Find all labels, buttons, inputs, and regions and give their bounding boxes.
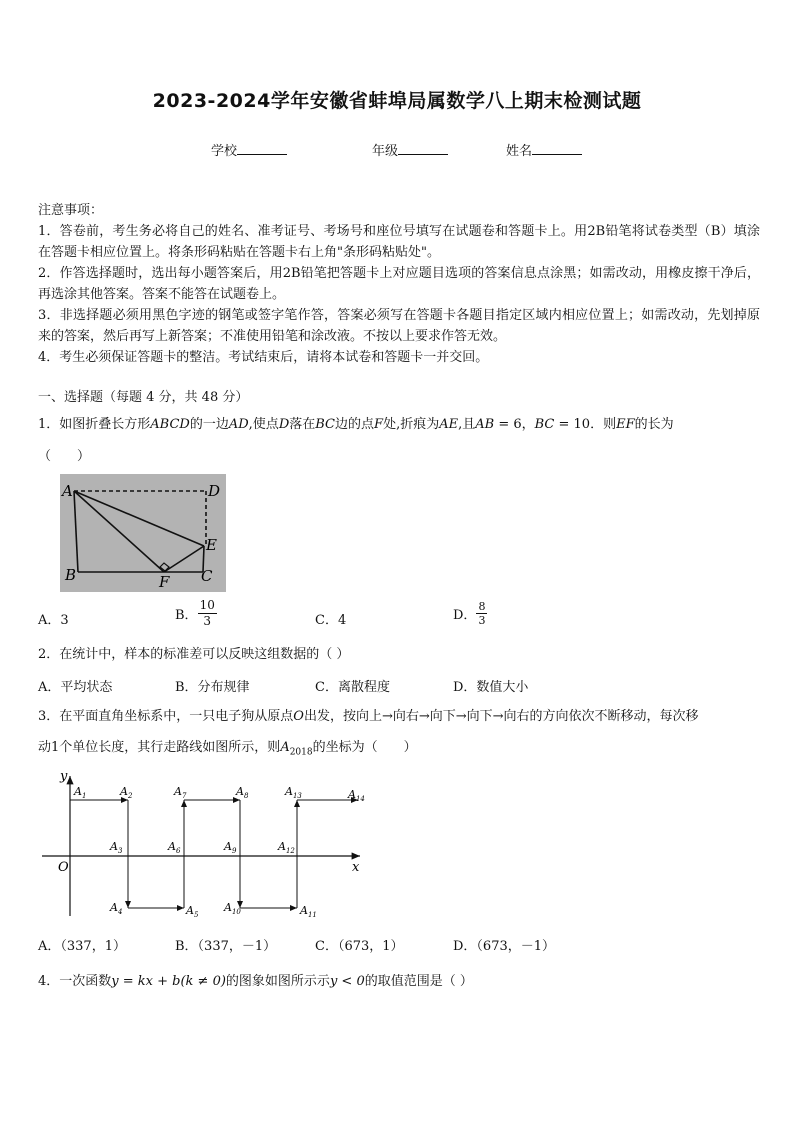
option-a[interactable]: A．（337，1） (38, 939, 126, 954)
point-a10: $A_{10}$ (224, 901, 241, 916)
point-a11: $A_{11}$ (300, 904, 317, 919)
grade-label: 年级 (372, 144, 399, 159)
point-a5: $A_5$ (186, 904, 199, 919)
section-heading: 一、选择题（每题 4 分，共 48 分） (38, 390, 249, 405)
option-c[interactable]: C．（673，1） (315, 939, 404, 954)
fraction: $\frac{8}{3}$ (478, 600, 486, 627)
note-item: 3．非选择题必须用黑色字迹的钢笔或签字笔作答，答案必须写在答题卡各题目指定区域内相应位置上；如需改动，先划掉原来的答案，然后再写上新答案；不准使用铅笔和涂改液。不按以上要求作答无效。 (38, 308, 760, 344)
question-2-stem: 2．在统计中，样本的标准差可以反映这组数据的（ ） (38, 647, 350, 662)
condition: y < 0 (329, 974, 365, 989)
axis-x-label: x (352, 860, 360, 875)
label-b: B (65, 566, 77, 584)
question-1-figure (60, 474, 226, 592)
option-d[interactable]: D． $\frac{8}{3}$ (453, 600, 486, 627)
option-d[interactable]: D．数值大小 (453, 680, 529, 695)
notes-block (38, 200, 760, 368)
label-c: C (201, 567, 213, 585)
school-field[interactable] (211, 140, 287, 159)
question-4-stem: 4．一次函数y = kx + b(k ≠ 0)的图象如图所示示y < 0的取值范围是（ ） (38, 974, 473, 989)
option-b[interactable]: B．（337，－1） (175, 939, 277, 954)
option-b[interactable]: B．分布规律 (175, 680, 250, 695)
folded-rectangle-diagram (60, 474, 226, 592)
point-a7: $A_7$ (174, 785, 187, 800)
grade-blank[interactable] (398, 142, 448, 155)
name-field[interactable] (506, 140, 582, 159)
point-a3: $A_3$ (110, 840, 123, 855)
point-a12: $A_{12}$ (278, 840, 295, 855)
name-label: 姓名 (506, 144, 533, 159)
note-item: 4．考生必须保证答题卡的整洁。考试结束后，请将本试卷和答题卡一并交回。 (38, 350, 489, 365)
note-item: 2．作答选择题时，选出每小题答案后，用2B铅笔把答题卡上对应题目选项的答案信息点涂黑；如需改动，用橡皮擦干净后，再选涂其他答案。答案不能答在试题卷上。 (38, 266, 760, 302)
fraction: $\frac{10}{3}$ (199, 598, 215, 628)
note-item: 1．答卷前，考生务必将自己的姓名、准考证号、考场号和座位号填写在试题卷和答题卡上。用2B铅笔将试卷类型（B）填涂在答题卡相应位置上。将条形码粘贴在答题卡右上角"条形码粘贴处"。 (38, 224, 760, 260)
point-a6: $A_6$ (168, 840, 181, 855)
label-f: F (159, 573, 170, 591)
formula: y = kx + b(k ≠ 0) (111, 974, 226, 989)
option-a[interactable]: A．平均状态 (38, 680, 113, 695)
origin-label: O (58, 860, 69, 875)
question-3-path-diagram (38, 768, 378, 923)
option-c[interactable]: C．离散程度 (315, 680, 390, 695)
name-blank[interactable] (532, 142, 582, 155)
point-a9: $A_9$ (224, 840, 237, 855)
label-a: A (62, 482, 73, 500)
school-label: 学校 (211, 144, 238, 159)
point-a4: $A_4$ (110, 901, 123, 916)
point-a13: $A_{13}$ (285, 785, 302, 800)
question-3-stem-line2: 动1个单位长度，其行走路线如图所示，则$A_{2018}$的坐标为（ ） (38, 740, 417, 758)
school-blank[interactable] (237, 142, 287, 155)
label-e: E (206, 536, 217, 554)
option-a[interactable]: A．3 (38, 613, 69, 628)
option-b[interactable]: B． $\frac{10}{3}$ (175, 598, 215, 628)
label-d: D (208, 482, 221, 500)
question-1-paren: （ ） (38, 449, 91, 464)
exam-title: 2023-2024学年安徽省蚌埠局属数学八上期末检测试题 (152, 90, 642, 112)
point-a14: $A_{14}$ (348, 788, 365, 803)
question-1-stem: 1．如图折叠长方形ABCD的一边AD,使点D落在BC边的点F处,折痕为AE,且AB = 6，BC = 10．则EF的长为 (38, 417, 674, 432)
point-a2: $A_2$ (120, 785, 133, 800)
question-3-stem: 3．在平面直角坐标系中，一只电子狗从原点O出发，按向上→向右→向下→向下→向右的方向依次不断移动，每次移 (38, 709, 699, 724)
option-c[interactable]: C．4 (315, 613, 347, 628)
grade-field[interactable] (372, 140, 448, 159)
option-d[interactable]: D．（673，－1） (453, 939, 556, 954)
notes-heading: 注意事项： (38, 203, 104, 218)
point-a1: $A_1$ (74, 785, 87, 800)
point-a8: $A_8$ (236, 785, 249, 800)
axis-y-label: y (60, 769, 68, 784)
